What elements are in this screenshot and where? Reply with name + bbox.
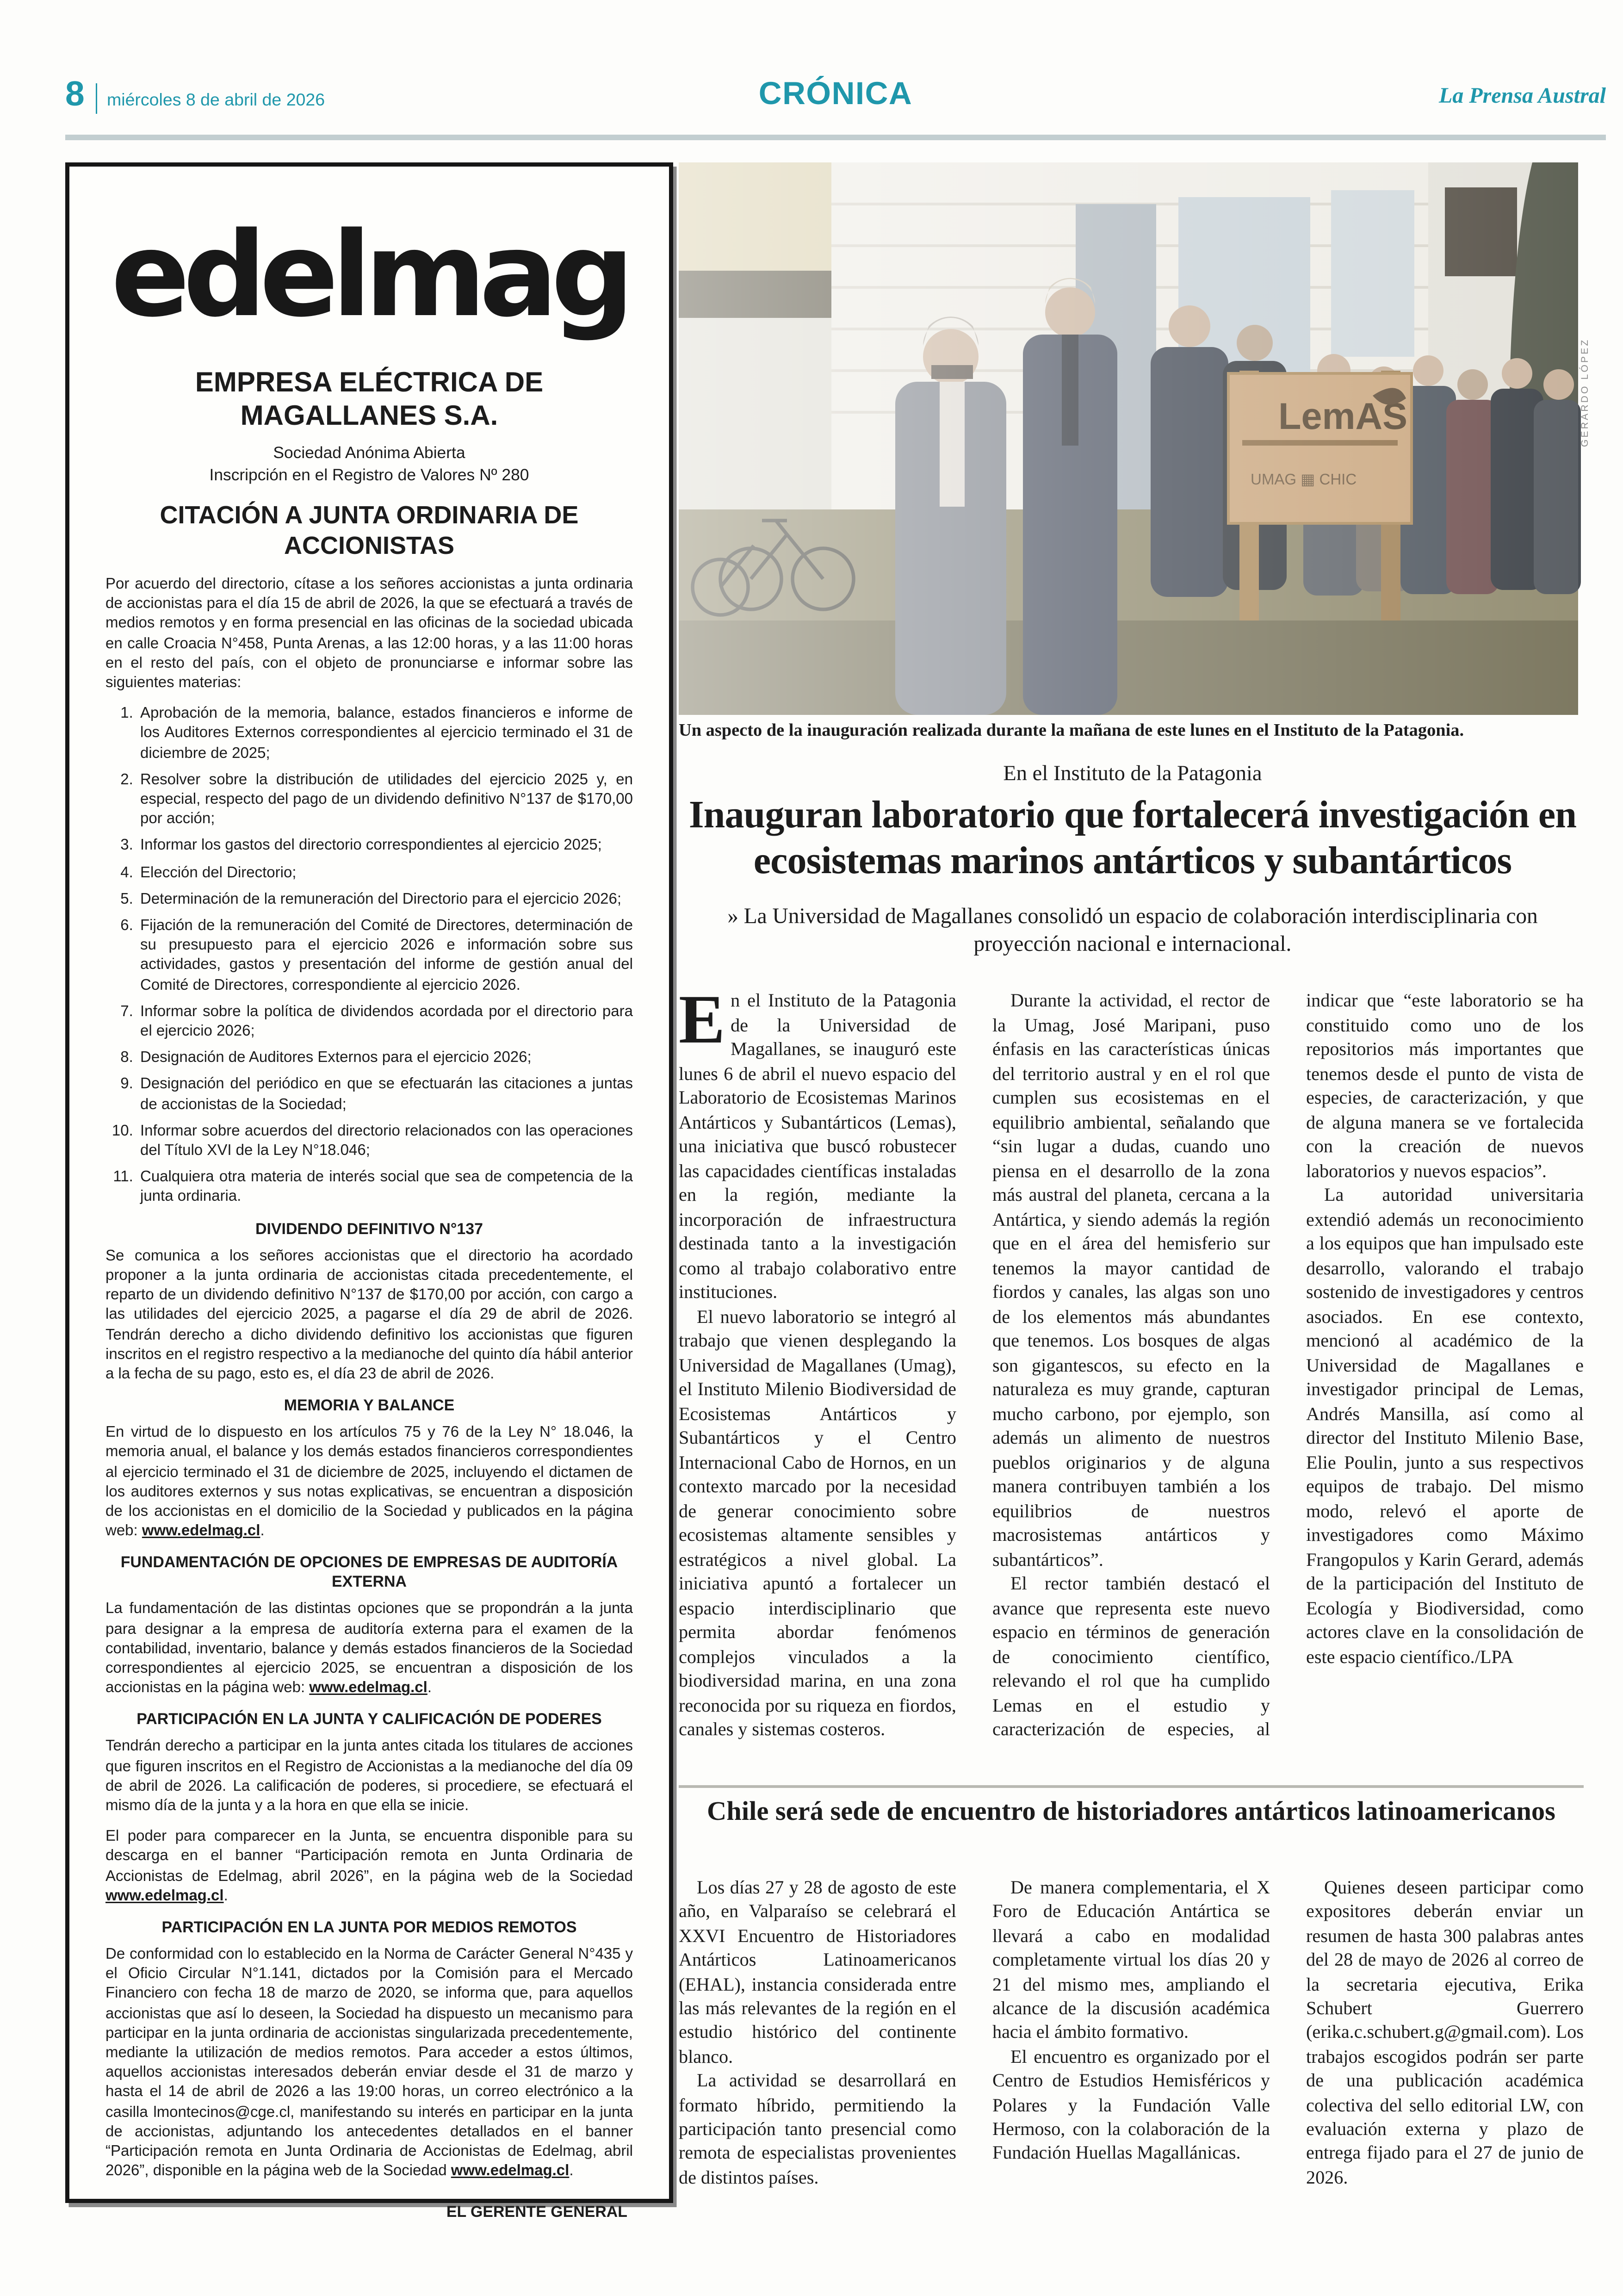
audit-heading: FUNDAMENTACIÓN DE OPCIONES DE EMPRESAS DE AUDITORÍA EXTERNA [120, 1555, 618, 1591]
audit-paragraph [105, 1600, 633, 1698]
remote-text-end: . [569, 2163, 574, 2180]
powers-paragraph-1: Tendrán derecho a participar en la junta antes citada los titulares de acciones que figuren inscritos en el Registro de Accionistas a la medianoche del día 09 de abril de 2026. La calificación de poderes, si procediere, se efectuará el mismo día de la junta y a la hora en que ella se inicie. [105, 1738, 633, 1814]
header-rule [65, 135, 1606, 140]
secondary-paragraph: El encuentro es organizado por el Centro de Estudios Hemisféricos y Polares y la Fundación Valle Hermoso, con la colaboración de la Fundación Huellas Magallánicas. [992, 2046, 1270, 2164]
agenda-item: 1. Aprobación de la memoria, balance, estados financieros e informe de los Auditores Externos correspondientes al ejercicio terminado el 31 de diciembre de 2025; [137, 704, 633, 763]
article-subhead: » La Universidad de Magallanes consolidó un espacio de colaboración interdisciplinaria con proyección nacional e internacional. [727, 905, 1538, 956]
edelmag-legal-notice [65, 162, 673, 2222]
page-number: 8 [65, 75, 85, 114]
article-paragraph: El nuevo laboratorio se integró al trabajo que vienen desplegando la Universidad de Magallanes (Umag), el Instituto Milenio Biodiversidad de Ecosistemas Antárticos y Subantárticos y el Centro Internacional Cabo de Hornos, en un contexto marcado por la necesidad de generar conocimiento sobre ecosistemas altamente sensibles y estratégicos a nivel global. La iniciativa apuntó a fortalecer un espacio interdisciplinario que permita abordar fenómenos complejos vinculados a la biodiversidad marina, en una zona reconocida por su riqueza en fiordos, canales y sistemas costeros. [679, 1305, 956, 1739]
section-title: CRÓNICA [758, 75, 913, 111]
agenda-item: 6. Fijación de la remuneración del Comité de Directores, determinación de su presupuesto para el ejercicio 2026 e información sobre sus actividades, gastos y presentación del informe de gestión anual del Comité de Directores, correspondiente al ejercicio 2026. [137, 916, 633, 995]
powers-heading: PARTICIPACIÓN EN LA JUNTA Y CALIFICACIÓN DE PODERES [136, 1712, 602, 1729]
photo-caption: Un aspecto de la inauguración realizada durante la mañana de este lunes en el Instituto de la Patagonia. [679, 720, 1464, 740]
company-subtitle: Sociedad Anónima Abierta [273, 443, 465, 462]
agenda-item: 8. Designación de Auditores Externos para el ejercicio 2026; [137, 1049, 633, 1068]
notice-intro: Por acuerdo del directorio, cítase a los señores accionistas a junta ordinaria de accionistas para el día 15 de abril de 2026, la que se efectuará a través de medios remotos y en forma presencial en las oficinas de la sociedad ubicada en calle Croacia N°458, Punta Arenas, a las 12:00 horas, y a las 11:00 horas en el resto del país, con el objeto de pronunciarse e informar sobre las siguientes materias: [105, 576, 633, 692]
secondary-paragraph: La actividad se desarrollará en formato híbrido, permitiendo la participación tanto presencial como remota de especialistas provenientes de distintos países. [679, 2070, 956, 2188]
memoria-heading: MEMORIA Y BALANCE [284, 1398, 455, 1415]
agenda-item: 2. Resolver sobre la distribución de utilidades del ejercicio 2025 y, en especial, respecto del pago de un dividendo definitivo N°137 de $170,00 por acción; [137, 770, 633, 829]
memoria-text-end: . [260, 1523, 265, 1540]
agenda-list [105, 704, 633, 1207]
drop-cap: E [679, 980, 725, 1058]
secondary-paragraph: De manera complementaria, el X Foro de Educación Antártica se llevará a cabo en modalidad completamente virtual los días 20 y 21 del mismo mes, ampliando el alcance de la discusión académica hacia el ámbito formativo. [992, 1877, 1270, 2043]
inauguration-photo [679, 162, 1578, 715]
powers-text: El poder para comparecer en la Junta, se encuentra disponible para su descarga en el banner “Participación remota en Junta Ordinaria de Accionistas de Edelmag, abril 2026”, en la página web de la Sociedad [105, 1828, 633, 1885]
company-name: EMPRESA ELÉCTRICA DE MAGALLANES S.A. [195, 368, 544, 432]
secondary-body [679, 1875, 1584, 2206]
secondary-paragraph: Quienes deseen participar como expositores deberán enviar un resumen de hasta 300 palabras antes del 28 de mayo de 2026 al correo de la secretaria ejecutiva, Erika Schubert Guerrero (erika.c.schubert.g@gmail.com). Los trabajos escogidos podrán ser parte de una publicación académica colectiva del sello editorial LW, con evaluación externa y plazo de entrega fijado para el 27 de junio de 2026. [1306, 1877, 1584, 2188]
article-paragraph: El rector también destacó el avance que representa este nuevo espacio en términos de generación de conocimiento científico, relevando el rol que ha cumplido Lemas en el estudio y caracterización de especies, al indicar que “este laboratorio se ha constituido como uno de los repositorios más importantes que tenemos desde el punto de vista de especies, de caracterización, y que de alguna manera se ve fortalecida con la creación de nuevos laboratorios y nuevos espacios”. [992, 990, 1584, 1739]
edelmag-link[interactable]: www.edelmag.cl [142, 1523, 260, 1540]
powers-paragraph-2 [105, 1827, 633, 1905]
edelmag-link[interactable]: www.edelmag.cl [105, 1887, 224, 1905]
paragraph-text: n el Instituto de la Patagonia de la Universidad de Magallanes, se inauguró este lunes 6 de abril el nuevo espacio del Laboratorio de Ecosistemas Marinos Antárticos y Subantárticos (Lemas), una iniciativa que buscó robustecer las capacidades científicas instaladas en la región, mediante la incorporación de infraestructura destinada tanto a la investigación como al trabajo colaborativo entre instituciones. [679, 990, 956, 1302]
article-kicker: En el Instituto de la Patagonia [1003, 762, 1262, 786]
powers-text-end: . [223, 1887, 228, 1905]
agenda-item: 11. Cualquiera otra materia de interés social que sea de competencia de la junta ordinaria. [137, 1168, 633, 1207]
dividend-paragraph: Se comunica a los señores accionistas que el directorio ha acordado proponer a la junta ordinaria de accionistas citada precedentemente, el reparto de un dividendo definitivo N°137 de $170,00 por acción, con cargo a las utilidades del ejercicio 2025, a pagarse el día 29 de abril de 2026. Tendrán derecho a dicho dividendo definitivo los accionistas que figuren inscritos en el registro respectivo a la medianoche del quinto día hábil anterior a la fecha de su pago, esto es, el día 23 de abril de 2026. [105, 1247, 633, 1383]
secondary-headline: Chile será sede de encuentro de historiadores antárticos latinoamericanos [707, 1798, 1555, 1827]
secondary-paragraph: Los días 27 y 28 de agosto de este año, en Valparaíso se celebrará el XXVI Encuentro de Historiadores Antárticos Latinoamericanos (EHAL), instancia considerada entre las más relevantes de la región en el estudio histórico del continente blanco. [679, 1877, 956, 2067]
signature: EL GERENTE GENERAL [446, 2205, 627, 2222]
article-paragraph: La autoridad universitaria extendió además un reconocimiento a los equipos que han impulsado este desarrollo, valorando el trabajo sostenido de investigadores y centros asociados. En ese contexto, mencionó al académico de la Universidad de Magallanes e investigador principal de Lemas, Andrés Mansilla, así como al director del Instituto Milenio Base, Elie Poulin, junto a sus respectivos equipos de trabajo. Del mismo modo, relevó el aporte de investigadores como Máximo Frangopulos y Karin Gerard, además de la participación del Instituto de Ecología y Biodiversidad, como actores clave en la consolidación de este espacio científico./LPA [1306, 1184, 1584, 1667]
notice-title: CITACIÓN A JUNTA ORDINARIA DE ACCIONISTAS [160, 501, 579, 559]
agenda-item: 10. Informar sobre acuerdos del directorio relacionados con las operaciones del Título XVI de la Ley N°18.046; [137, 1122, 633, 1161]
newspaper-name: La Prensa Austral [1439, 85, 1606, 108]
audit-text-end: . [427, 1680, 432, 1697]
remote-paragraph [105, 1945, 633, 2181]
photo-illustration [679, 162, 1578, 715]
photographer-credit: GERARDO LÓPEZ [1581, 338, 1591, 447]
edelmag-link[interactable]: www.edelmag.cl [451, 2163, 570, 2180]
remote-heading: PARTICIPACIÓN EN LA JUNTA POR MEDIOS REMOTOS [161, 1919, 577, 1936]
edelmag-link[interactable]: www.edelmag.cl [309, 1680, 427, 1697]
article-body [679, 980, 1584, 1774]
agenda-item: 4. Elección del Directorio; [137, 863, 633, 883]
agenda-item: 3. Informar los gastos del directorio correspondientes al ejercicio 2025; [137, 836, 633, 856]
agenda-item: 7. Informar sobre la política de dividendos acordada por el directorio para el ejercicio 2026; [137, 1002, 633, 1042]
article-divider [679, 1785, 1584, 1787]
agenda-item: 5. Determinación de la remuneración del Directorio para el ejercicio 2026; [137, 890, 633, 910]
dividend-heading: DIVIDENDO DEFINITIVO N°137 [255, 1221, 483, 1238]
registry-line: Inscripción en el Registro de Valores Nº 280 [209, 465, 529, 484]
memoria-text: En virtud de lo dispuesto en los artículos 75 y 76 de la Ley N° 18.046, la memoria anual, el balance y los demás estados financieros correspondientes al ejercicio terminado el 31 de diciembre de 2025, incluyendo el dictamen de los auditores externos y sus notas explicativas, se encuentran a disposición de los accionistas en el domicilio de la Sociedad y publicados en la página web: [105, 1424, 633, 1540]
edition-date: miércoles 8 de abril de 2026 [107, 90, 325, 110]
edelmag-logo: edelmag [111, 207, 628, 343]
memoria-paragraph [105, 1423, 633, 1541]
agenda-item: 9. Designación del periódico en que se efectuarán las citaciones a juntas de accionistas de la Sociedad; [137, 1075, 633, 1114]
article-headline: Inauguran laboratorio que fortalecerá investigación en ecosistemas marinos antárticos y subantárticos [688, 794, 1577, 883]
article-paragraph [679, 980, 956, 1304]
remote-text: De conformidad con lo establecido en la Norma de Carácter General N°435 y el Oficio Circular N°1.141, dictados por la Comisión para el Mercado Financiero con fecha 18 de marzo de 2020, se informa que, para aquellos accionistas que así lo deseen, la Sociedad ha dispuesto un mecanismo para participar en la junta ordinaria de accionistas singularizada precedentemente, mediante la utilización de medios remotos. Para acceder a estos últimos, aquellos accionistas interesados deberán enviar desde el 31 de marzo y hasta el 14 de abril de 2026 a las 19:00 horas, un correo electrónico a la casilla lmontecinos@cge.cl, manifestando su interés en participar en la junta de accionistas, adjuntando los antecedentes detallados en el banner “Participación remota en Junta Ordinaria de Accionistas de Edelmag, abril 2026”, disponible en la página web de la Sociedad [105, 1946, 633, 2180]
audit-text: La fundamentación de las distintas opciones que se propondrán a la junta para designar a la empresa de auditoría externa para el examen de la contabilidad, inventario, balance y demás estados financieros de la Sociedad correspondientes al ejercicio 2025, se encuentran a disposición de los accionistas en la página web: [105, 1601, 633, 1697]
article-paragraph: Durante la actividad, el rector de la Umag, José Maripani, puso énfasis en las características únicas del territorio austral y en el rol que cumplen sus ecosistemas en el equilibrio ambiental, señalando que “sin lugar a dudas, cuando uno piensa en el desarrollo de la zona más austral del planeta, cercana a la Antártica, y siendo además la región que en el área del hemisferio sur tenemos la mayor cantidad de fiordos y canales, las algas son uno de los elementos más abundantes que tenemos. Los bosques de algas son gigantescos, su efecto en la naturaleza es muy grande, capturan mucho carbono, por ejemplo, son además un alimento de nuestros pueblos originarios y de alguna manera contribuyen también a los equilibrios de nuestros macrosistemas antárticos y subantárticos”. [992, 990, 1270, 1570]
page-header [65, 75, 1606, 130]
